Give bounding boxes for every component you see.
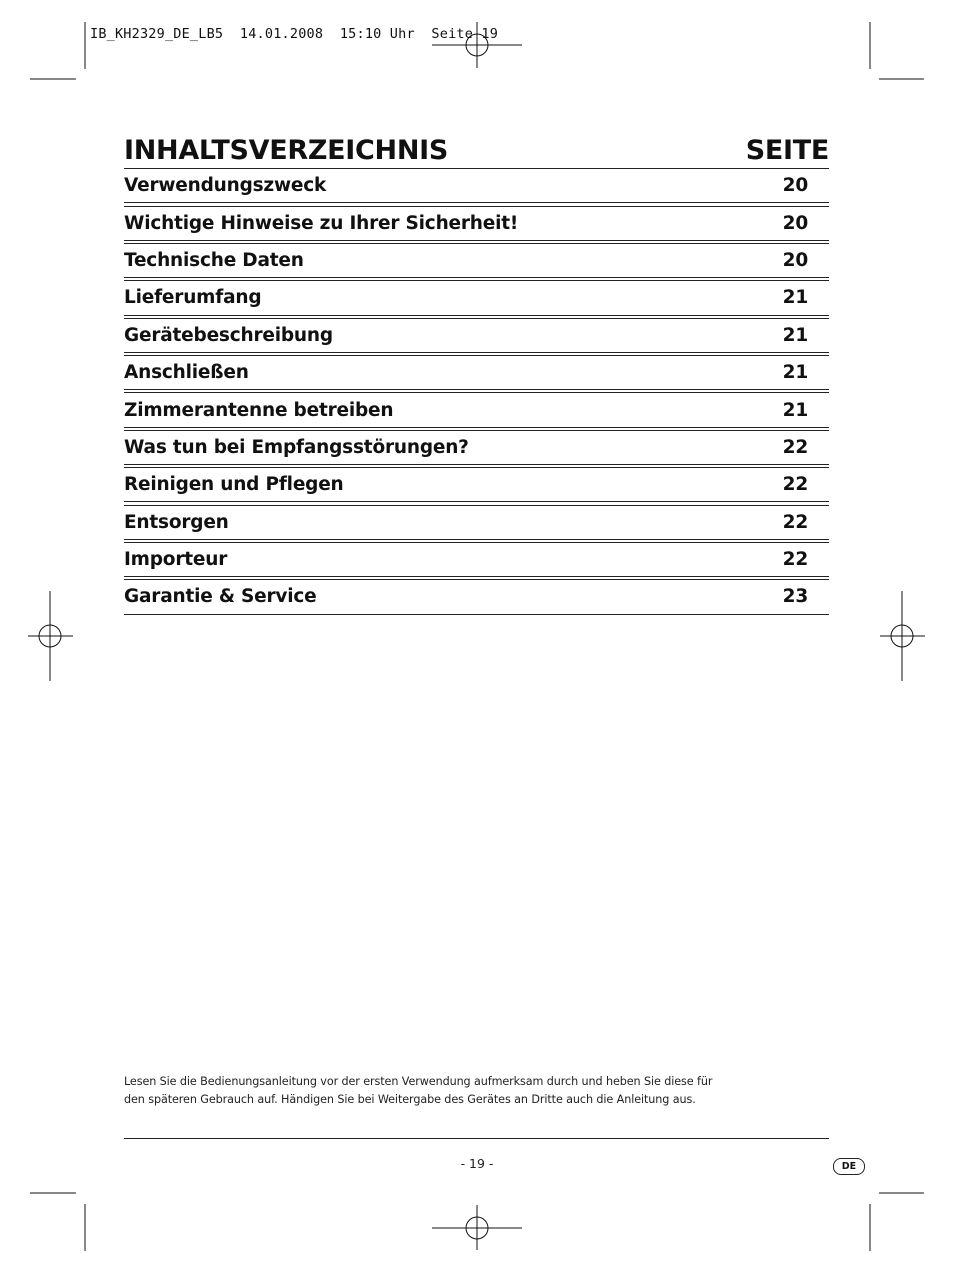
toc-entry-page: 20 [782, 212, 808, 234]
toc-entry [124, 430, 829, 465]
toc-entry [124, 355, 829, 390]
toc-heading: INHALTSVERZEICHNIS [124, 135, 449, 166]
toc-entry-page: 22 [782, 511, 808, 533]
toc-entry-title: Entsorgen [124, 511, 229, 533]
toc-entry [124, 392, 829, 427]
toc-entry-title: Importeur [124, 549, 228, 571]
registration-mark-right [880, 591, 925, 681]
toc-entry-page: 21 [782, 362, 808, 384]
toc-entry [124, 206, 829, 241]
toc-entry-page: 22 [782, 436, 808, 458]
toc-entry-page: 21 [782, 324, 808, 346]
toc-entry [124, 542, 829, 577]
toc-entry [124, 280, 829, 315]
registration-mark-bottom [432, 1205, 522, 1250]
usage-notice-line: Lesen Sie die Bedienungsanleitung vor der ersten Verwendung aufmerksam durch und heben Sie diese für [124, 1075, 713, 1088]
toc-entry [124, 579, 829, 614]
toc-entry-title: Anschließen [124, 362, 249, 384]
print-slug: IB_KH2329_DE_LB5 14.01.2008 15:10 Uhr Seite 19 [90, 26, 499, 42]
toc-entry [124, 505, 829, 540]
toc-entry-title: Garantie & Service [124, 586, 317, 608]
toc-entry-page: 22 [782, 549, 808, 571]
registration-mark-left [28, 591, 73, 681]
toc-page-heading: SEITE [745, 135, 829, 166]
toc-entry-page: 22 [782, 474, 808, 496]
toc-entry-title: Was tun bei Empfangsstörungen? [124, 436, 469, 458]
table-of-contents [124, 133, 829, 615]
toc-entry-title: Technische Daten [124, 250, 304, 272]
toc-entry-title: Gerätebeschreibung [124, 324, 333, 346]
toc-entry-title: Verwendungszweck [124, 175, 327, 197]
toc-entry-page: 21 [782, 399, 808, 421]
toc-entry-title: Lieferumfang [124, 287, 262, 309]
toc-entry [124, 168, 829, 203]
footer-divider [124, 1138, 829, 1139]
usage-notice-line: den späteren Gebrauch auf. Händigen Sie bei Weitergabe des Gerätes an Dritte auch die Anleitung aus. [124, 1093, 696, 1106]
toc-entry [124, 243, 829, 278]
toc-entry [124, 318, 829, 353]
toc-entry-page: 21 [782, 287, 808, 309]
toc-entries [124, 168, 829, 614]
toc-entry-title: Reinigen und Pflegen [124, 474, 344, 496]
toc-entry-title: Wichtige Hinweise zu Ihrer Sicherheit! [124, 212, 519, 234]
usage-notice [124, 1073, 764, 1109]
toc-header [124, 133, 829, 166]
registration-mark-top [432, 22, 522, 68]
toc-entry-title: Zimmerantenne betreiben [124, 399, 394, 421]
page-number: - 19 - [460, 1156, 494, 1171]
toc-entry-page: 23 [782, 586, 808, 608]
toc-entry-page: 20 [782, 250, 808, 272]
toc-entry [124, 467, 829, 502]
language-badge: DE [833, 1158, 865, 1175]
toc-entry-page: 20 [782, 175, 808, 197]
